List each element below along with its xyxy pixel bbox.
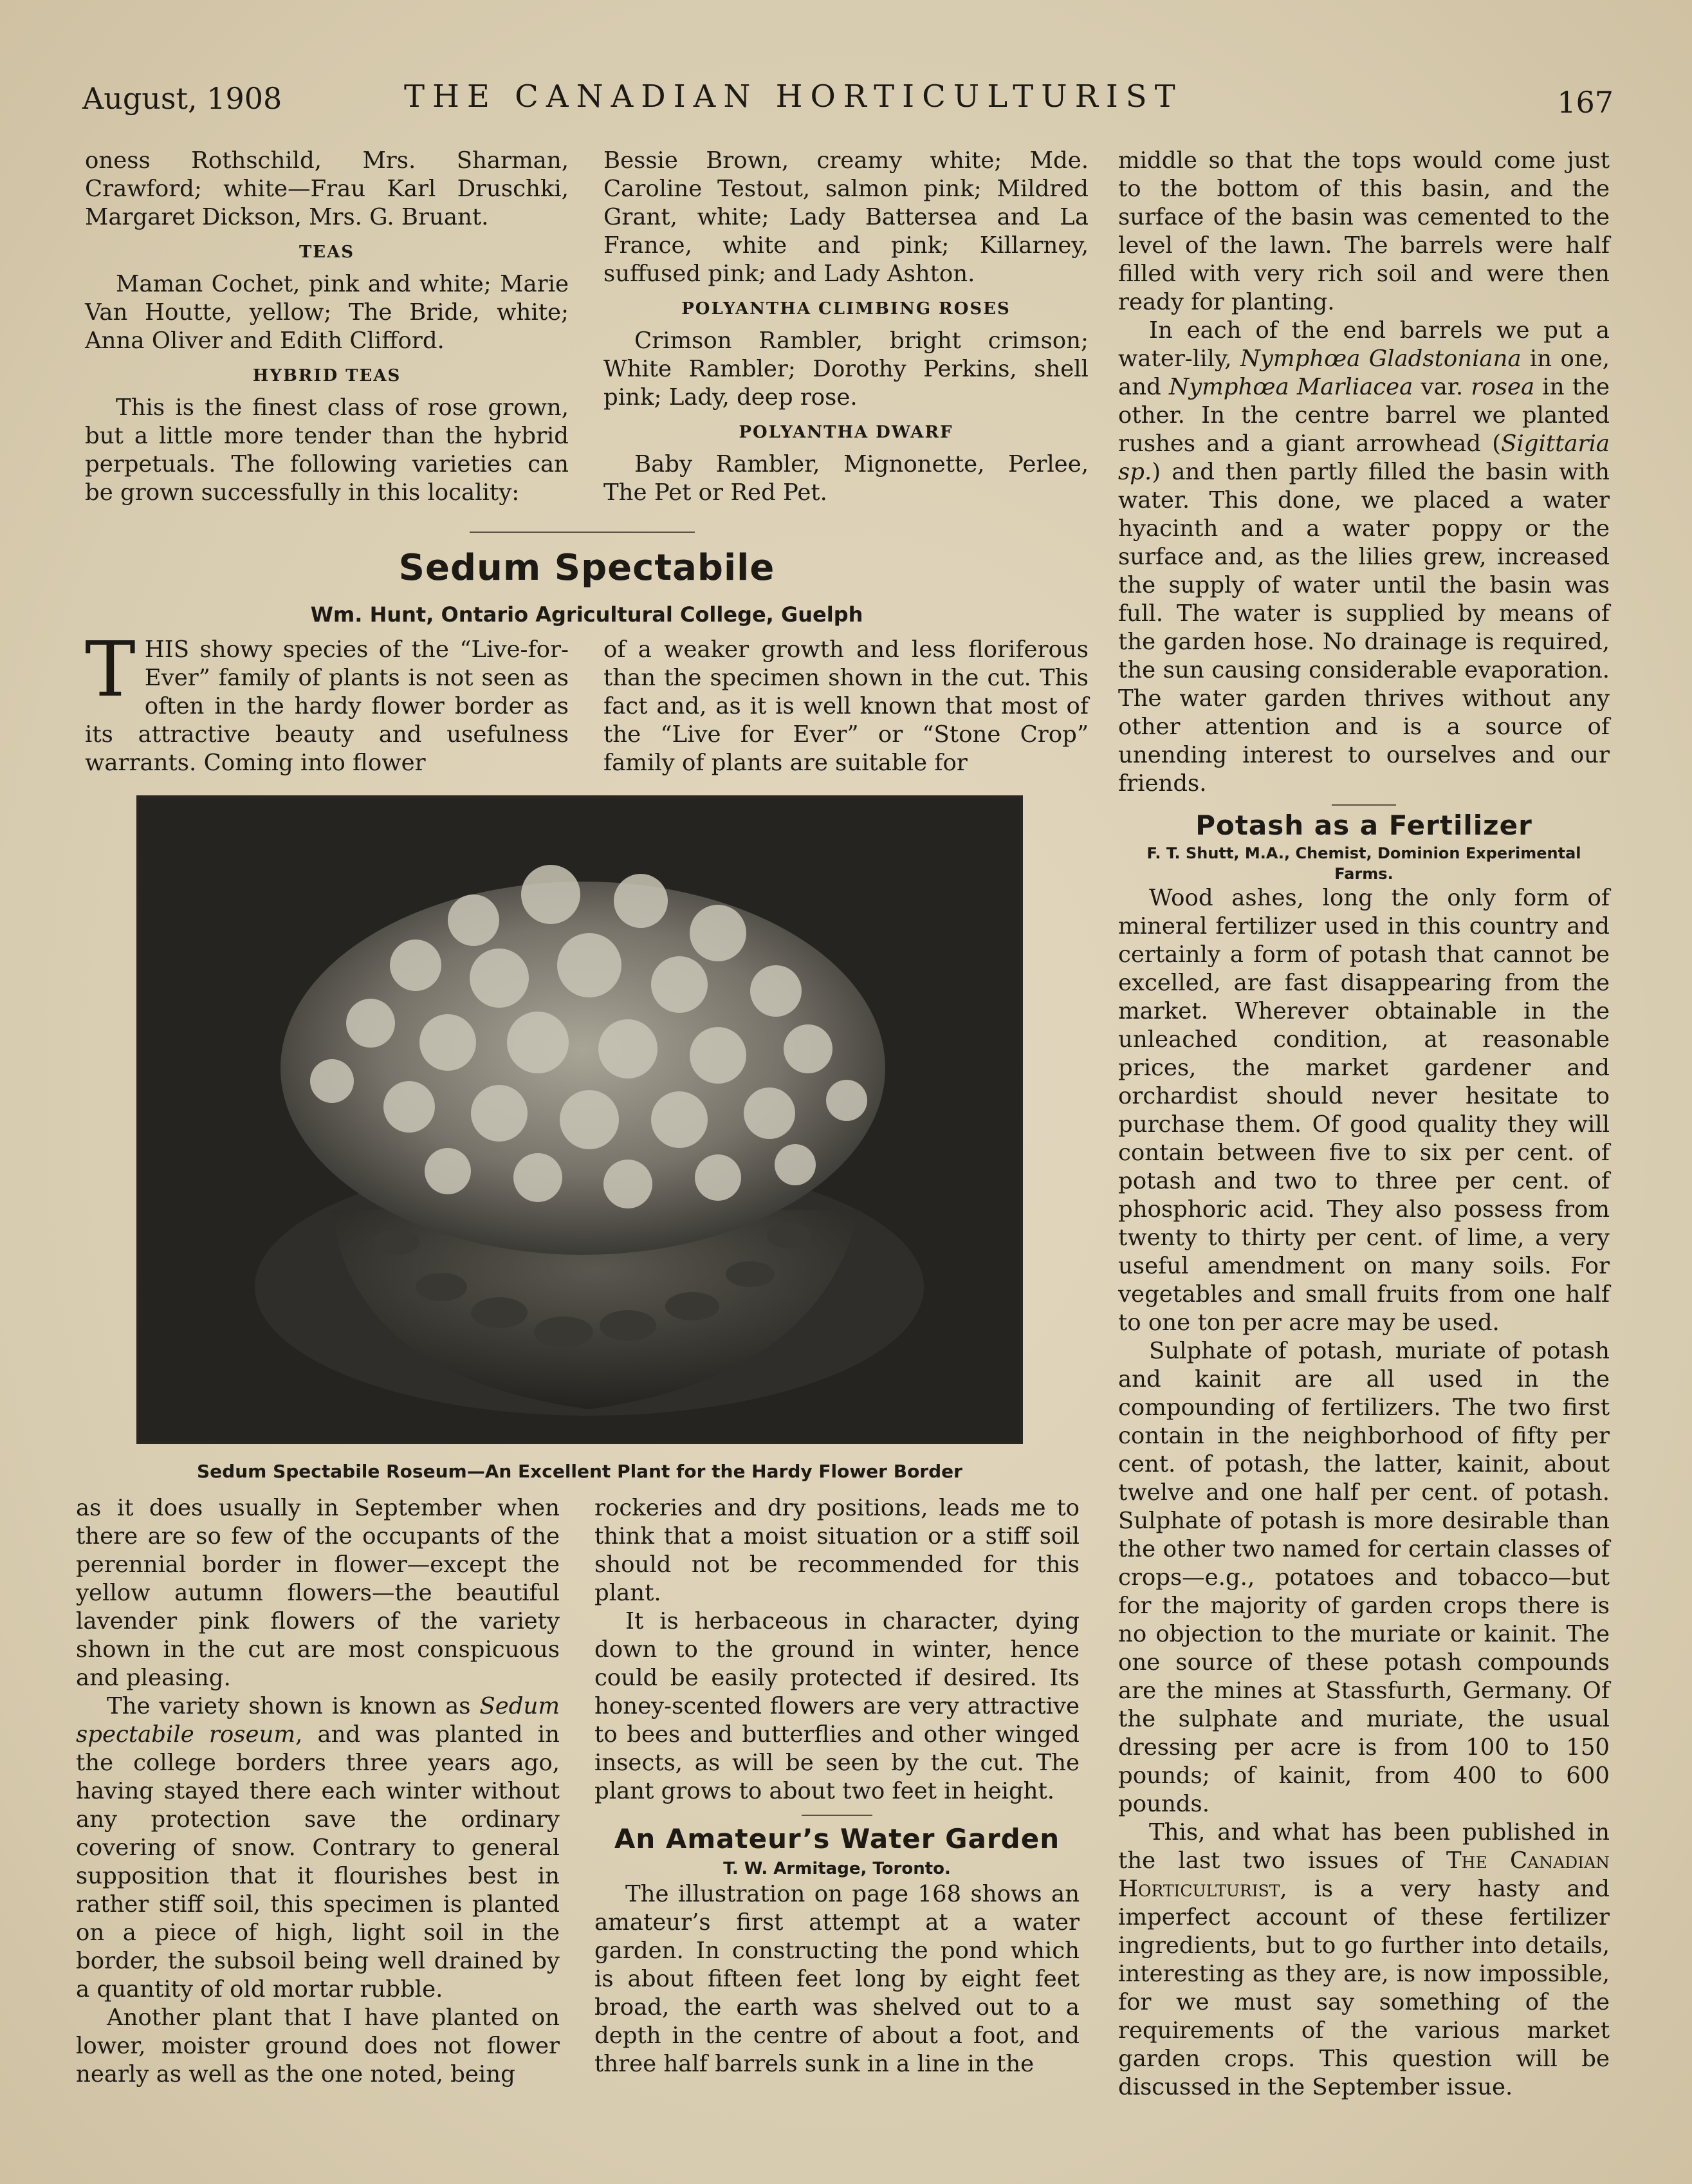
article-title-potash: Potash as a Fertilizer: [1195, 810, 1532, 841]
divider: [1332, 804, 1396, 806]
sedum-intro-right: [603, 636, 1089, 777]
article-byline-potash: F. T. Shutt, M.A., Chemist, Dominion Experimental Farms.: [1146, 844, 1581, 883]
col3: [1118, 147, 1610, 2102]
sedum-intro-left: [85, 625, 569, 777]
paragraph: It is herbaceous in character, dying down to the ground in winter, hence could be easily protected if desired. Its honey-scented flowers are very attractive to bees and butterflies and other winged insects, as will be seen by the cut. The plant grows to about two feet in height.: [594, 1608, 1080, 1804]
paragraph: The illustration on page 168 shows an amateur’s first attempt at a water garden. In constructing the pond which is about fifteen feet long by eight feet broad, the earth was shelved out to a depth in the centre of about a foot, and three half barrels sunk in a line in the: [594, 1881, 1080, 2077]
section-heading: POLYANTHA CLIMBING ROSES: [681, 299, 1011, 319]
col1-top: [85, 147, 569, 507]
paragraph: as it does usually in September when there are so few of the occupants of the perennial border in flower—except the yellow autumn flowers—the beautiful lavender pink flowers of the variety shown in the cut are most conspicuous and pleasing.: [76, 1495, 560, 1691]
divider: [802, 1815, 872, 1816]
col2-top: [603, 147, 1089, 507]
paragraph: In each of the end barrels we put a water-lily, Nymphœa Gladstoniana in one, and Nymphœa Marliacea var. rosea in the other. In the centre barrel we planted rushes and a giant arrowhead (Sigittaria sp.) and then partly filled the basin with water. This done, we placed a water hyacinth and a water poppy or the surface and, as the lilies grew, increased the supply of water until the basin was full. The water is supplied by means of the garden hose. No drainage is required, the sun causing considerable evaporation. The water garden thrives without any other attention and is a source of unending interest to ourselves and our friends.: [1118, 317, 1610, 797]
magazine-title: THE CANADIAN HORTICULTURIST: [404, 79, 1183, 115]
paragraph: rockeries and dry positions, leads me to think that a moist situation or a stiff soil should not be recommended for this plant.: [594, 1495, 1080, 1606]
article-byline-water-garden: T. W. Armitage, Toronto.: [723, 1859, 951, 1878]
sedum-plant-illustration: [139, 798, 1020, 1441]
paragraph: HIS showy species of the “Live-for-Ever” family of plants is not seen as often in the hardy flower border as its attractive beauty and usefulness warrants. Coming into flower: [85, 636, 569, 776]
paragraph: This, and what has been published in the last two issues of The Canadian Horticulturist, is a very hasty and imperfect account of these fertilizer ingredients, but to go further into details, interesting as they are, is now impossible, for we must say something of the requirements of the various market garden crops. This question will be discussed in the September issue.: [1118, 1819, 1610, 2100]
section-heading: POLYANTHA DWARF: [739, 423, 953, 442]
article-title-water-garden: An Amateur’s Water Garden: [614, 1823, 1060, 1855]
paragraph: Crimson Rambler, bright crimson; White Rambler; Dorothy Perkins, shell pink; Lady, deep rose.: [603, 328, 1089, 411]
article-byline-sedum: Wm. Hunt, Ontario Agricultural College, Guelph: [310, 602, 863, 627]
paragraph: Wood ashes, long the only form of mineral fertilizer used in this country and certainly a form of potash that cannot be excelled, are fast disappearing from the market. Wherever obtainable in the unleached condition, at reasonable prices, the market gardener and orchardist should never hesitate to purchase them. Of good quality they will contain between five to six per cent. of potash and two to three per cent. of phosphoric acid. They also possess from twenty to thirty per cent. of lime, a very useful amendment on many soils. For vegetables and small fruits from one half to one ton per acre may be used.: [1118, 885, 1610, 1336]
paragraph: Maman Cochet, pink and white; Marie Van Houtte, yellow; The Bride, white; Anna Oliver and Edith Clifford.: [85, 271, 569, 354]
paragraph: of a weaker growth and less floriferous than the specimen shown in the cut. This fact and, as it is well known that most of the “Live for Ever” or “Stone Crop” family of plants are suitable for: [603, 636, 1089, 776]
drop-cap: T: [85, 625, 136, 714]
section-heading: HYBRID TEAS: [252, 366, 401, 385]
paragraph: middle so that the tops would come just to the bottom of this basin, and the surface of the basin was cemented to the level of the lawn. The barrels were half filled with very rich soil and were then ready for planting.: [1118, 147, 1610, 315]
sedum-body-col1: [76, 1494, 560, 2089]
paragraph: Another plant that I have planted on lower, moister ground does not flower nearly as well as the one noted, being: [76, 2004, 560, 2087]
paragraph: oness Rothschild, Mrs. Sharman, Crawford; white—Frau Karl Druschki, Margaret Dickson, Mrs. G. Bruant.: [85, 147, 569, 230]
sedum-photograph: [136, 795, 1023, 1444]
paragraph: Sulphate of potash, muriate of potash and kainit are all used in the compounding of fertilizers. The two first contain in the neighborhood of fifty per cent. of potash, the latter, kainit, about twelve and one half per cent. of potash. Sulphate of potash is more desirable than the other two named for certain classes of crops—e.g., potatoes and tobacco—but for the majority of garden crops there is no objection to the muriate or kainit. The one source of these potash compounds are the mines at Stassfurth, Germany. Of the sulphate and muriate, the usual dressing per acre is from 100 to 150 pounds; of kainit, from 400 to 600 pounds.: [1118, 1338, 1610, 1817]
sedum-body-col2: [594, 1494, 1080, 2078]
photo-caption: Sedum Spectabile Roseum—An Excellent Plant for the Hardy Flower Border: [197, 1461, 962, 1482]
issue-date: August, 1908: [82, 81, 282, 116]
page-number: 167: [1557, 85, 1614, 120]
divider: [470, 532, 695, 533]
paragraph: Bessie Brown, creamy white; Mde. Caroline Testout, salmon pink; Mildred Grant, white; Lady Battersea and La France, white and pink; Killarney, suffused pink; and Lady Ashton.: [603, 147, 1089, 287]
paragraph: The variety shown is known as Sedum spectabile roseum, and was planted in the college borders three years ago, having stayed there each winter without any protection save the ordinary covering of snow. Contrary to general supposition that it flourishes best in rather stiff soil, this specimen is planted on a piece of high, light soil in the border, the subsoil being well drained by a quantity of old mortar rubble.: [76, 1693, 560, 2003]
paragraph: This is the finest class of rose grown, but a little more tender than the hybrid perpetuals. The following varieties can be grown successfully in this locality:: [85, 394, 569, 506]
page-header: [82, 76, 1614, 127]
article-title-sedum: Sedum Spectabile: [398, 547, 775, 589]
paragraph: Baby Rambler, Mignonette, Perlee, The Pet or Red Pet.: [603, 451, 1089, 506]
section-heading: TEAS: [299, 243, 355, 262]
